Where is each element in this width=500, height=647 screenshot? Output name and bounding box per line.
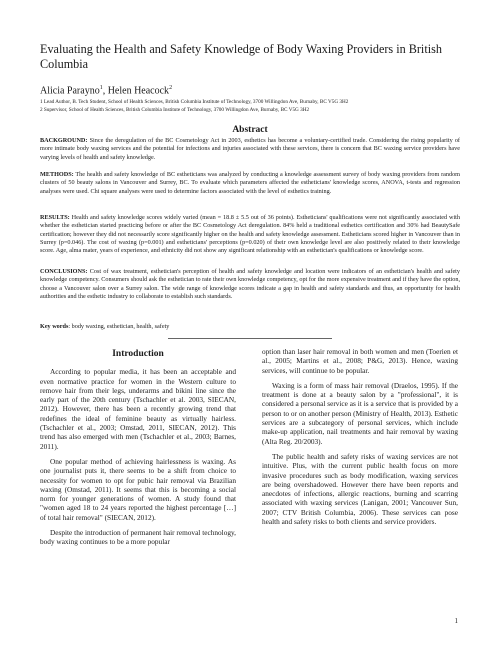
affiliation-1: 1 Lead Author, B. Tech Student, School of Health Sciences, British Columbia Institute of Technology, 3700 Willingdon Ave, Burnaby, BC V5G 3H2 xyxy=(40,99,349,105)
paper-title: Evaluating the Health and Safety Knowledge of Body Waxing Providers in British Columbia xyxy=(40,42,442,71)
abstract-methods xyxy=(40,171,460,196)
intro-paragraph-1: According to popular media, it has been an acceptable and even normative practice for women in the Western culture to remove hair from their legs, underarms and bikini line since the early part of the 20th century (Tschachler et al. 2003, SIECAN, 2012). However, there has been a recently growing trend that redefines the ideal of feminine beauty as virtually hairless. (Tschachler et al., 2003; Omstad, 2011, SIECAN, 2012). This trend has also emerged with men (Tschachler et al., 2003; Barnes, 2011). xyxy=(40,367,236,451)
results-label: RESULTS: xyxy=(40,214,70,221)
abstract-background xyxy=(40,137,460,162)
methods-text: The health and safety knowledge of BC estheticians was analyzed by conducting a knowledge assessment survey of body waxing providers from random clusters of 50 beauty salons in Vancouver and Surrey, BC. To evaluate which parameters affected the estheticians' knowledge scores, ANOVA, t-tests and regression analyses were used. Chi square analyses were used to determine factors associated with the level of esthetics training. xyxy=(40,171,460,195)
background-label: BACKGROUND: xyxy=(40,137,88,144)
left-column xyxy=(40,350,236,553)
affiliation-2: 2 Supervisor, School of Health Sciences, British Columbia Institute of Technology, 3700 Willingdon Ave, Burnaby, BC V5G 3H2 xyxy=(40,107,310,113)
intro-paragraph-6: The public health and safety risks of waxing services are not intuitive. Plus, with the current public health focus on more invasive procedures such as body modification, waxing services are being overshadowed. However there have been reports and anecdotes of infections, allergic reactions, burning and scarring associated with waxing services (Lanigan, 2001; Vancouver Sun, 2007; CTV British Columbia, 2006). These services can pose health and safety risks to both clients and service providers. xyxy=(262,451,458,527)
page-number: 1 xyxy=(454,617,458,625)
intro-paragraph-3: Despite the introduction of permanent hair removal technology, body waxing continues to be a more popular xyxy=(40,528,236,547)
section-divider xyxy=(168,338,332,339)
intro-paragraph-4: option than laser hair removal in both women and men (Toerien et al., 2005; Martins et al., 2008; P&G, 2013). Hence, waxing services, will continue to be popular. xyxy=(262,347,458,375)
conclusions-label: CONCLUSIONS: xyxy=(40,268,88,275)
abstract-results xyxy=(40,214,460,255)
background-text: Since the deregulation of the BC Cosmetology Act in 2003, esthetics has become a voluntary-certified trade. Considering the rising popularity of more intimate body waxing services and the potential for infections and injuries associated with these services, there is concern that BC waxing service providers have varying levels of health and safety knowledge. xyxy=(40,137,460,161)
keywords-label: Key words xyxy=(40,323,69,330)
conclusions-text: Cost of wax treatment, esthetician's perception of health and safety knowledge and location were indicators of an esthetician's health and safety knowledge competency. Consumers should ask the esthetician to rate their own knowledge competency, opt for the more expensive treatment and if they have the option, choose a Vancouver salon over a Surrey salon. The wide range of knowledge scores indicate a gap in health and safety standards and thus, an opportunity for health authorities and the esthetic industry to collaborate to establish such standards. xyxy=(40,268,460,300)
keywords-text: : body waxing, esthetician, health, safety xyxy=(68,323,170,330)
author-2-sup: 2 xyxy=(169,85,173,91)
abstract-heading: Abstract xyxy=(232,125,268,135)
author-separator: , xyxy=(102,85,108,97)
author-1-sup: 1 xyxy=(99,85,103,91)
author-1: Alicia Parayno xyxy=(40,85,100,97)
author-2: Helen Heacock xyxy=(107,85,170,97)
introduction-heading: Introduction xyxy=(112,349,164,359)
right-column xyxy=(262,347,458,532)
intro-paragraph-5: Waxing is a form of mass hair removal (Draelos, 1995). If the treatment is done at a beauty salon by a "professional", it is considered a personal service as it is a service that is provided by a person to or on another person (Ministry of Health, 2013). Esthetic services are a subcategory of personal services, which include make-up application, nail treatments and hair removal by waxing (Alta Reg. 20/2003). xyxy=(262,380,458,446)
abstract-conclusions xyxy=(40,268,460,301)
author-line xyxy=(40,85,172,96)
keywords xyxy=(40,323,460,331)
methods-label: METHODS: xyxy=(40,171,74,178)
results-text: Health and safety knowledge scores widely varied (mean = 18.8 ± 5.5 out of 36 points). Estheticians' qualifications were not significantly associated with whether the esthetician started practicing before or after the BC Cosmetology Act deregulation. 84% held a traditional esthetics certification and 30% had BeautySafe certification; however they did not necessarily score significantly higher on the health and safety knowledge assessment. Estheticians scored higher in Vancouver than in Surrey (p=0.046). The cost of waxing (p=0.001) and estheticians' perceptions (p=0.020) of their own knowledge level are also positively related to their knowledge score. Age, alma mater, years of experience, and ethnicity did not show any significant relationship with an esthetician's qualifications or knowledge score. xyxy=(40,214,460,255)
intro-paragraph-2: One popular method of achieving hairlessness is waxing. As one journalist puts it, there seems to be a shift from choice to necessity for women to opt for pubic hair removal via Brazilian waxing (Omstad, 2011). It seems that this is becoming a social norm for younger generations of women. A study found that "women aged 18 to 24 years reported the highest percentage […] of total hair removal" (SIECAN, 2012). xyxy=(40,456,236,522)
